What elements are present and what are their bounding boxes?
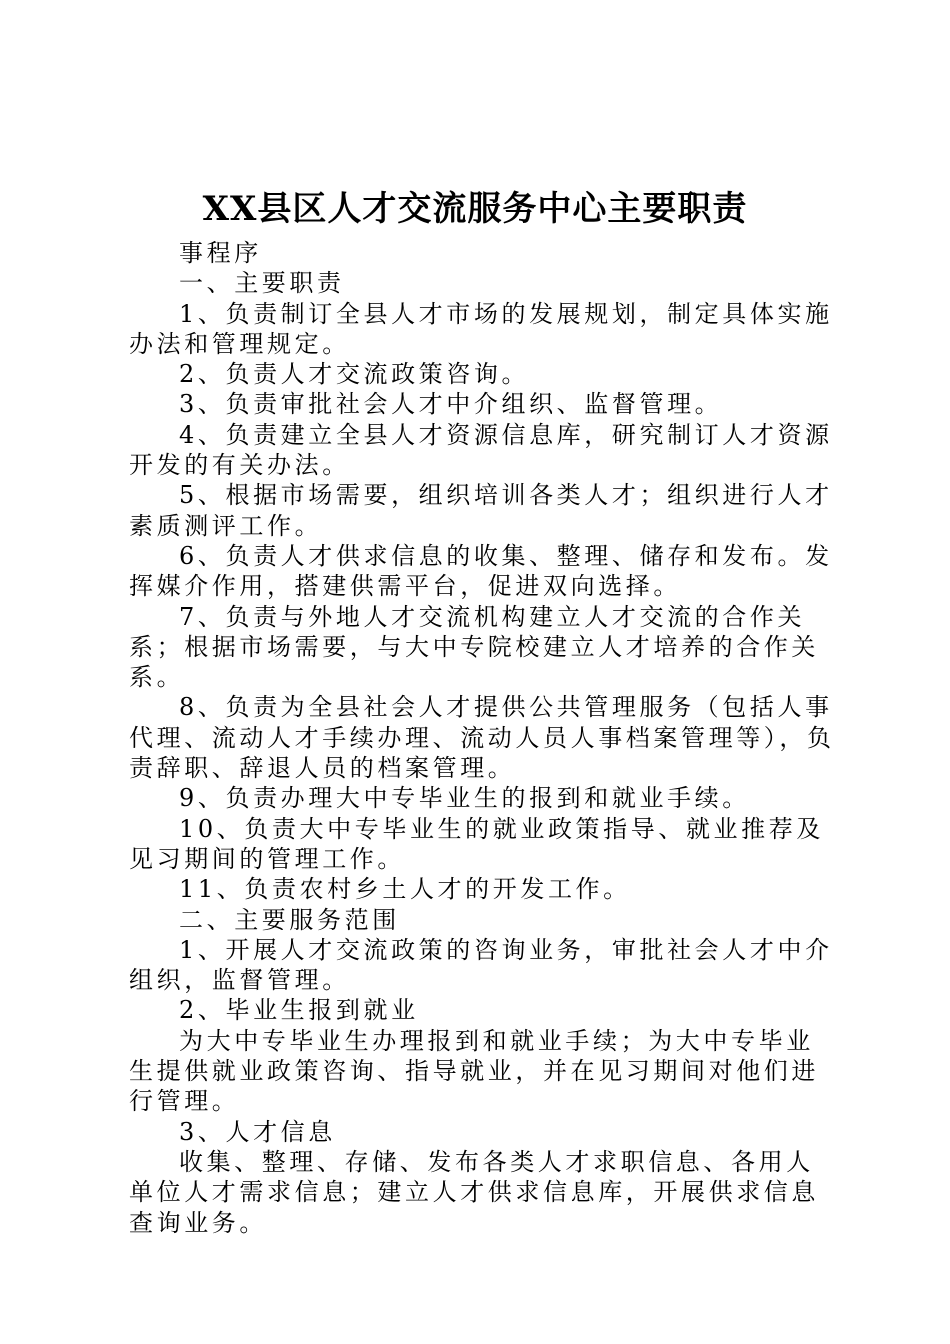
service-item-2-text: 为大中专毕业生办理报到和就业手续；为大中专毕业生提供就业政策咨询、指导就业，并在见习期间对他们进行管理。 (129, 1026, 819, 1116)
duty-item-7: 7、负责与外地人才交流机构建立人才交流的合作关系；根据市场需要，与大中专院校建立人才培养的合作关系。 (129, 602, 819, 692)
duty-item-3: 3、负责审批社会人才中介组织、监督管理。 (179, 390, 723, 419)
section-heading-main-duties: 一、主要职责 (179, 269, 345, 298)
duty-item-6: 6、负责人才供求信息的收集、整理、储存和发布。发挥媒介作用，搭建供需平台，促进双向选择。 (129, 541, 833, 601)
service-item-3-text: 收集、整理、存储、发布各类人才求职信息、各用人单位人才需求信息；建立人才供求信息库，开展供求信息查询业务。 (129, 1147, 819, 1237)
duty-item-11: 11、负责农村乡土人才的开发工作。 (179, 875, 631, 904)
duty-item-1: 1、负责制订全县人才市场的发展规划，制定具体实施办法和管理规定。 (129, 299, 833, 358)
duty-item-8: 8、负责为全县社会人才提供公共管理服务（包括人事代理、流动人才手续办理、流动人员人事档案管理等），负责辞职、辞退人员的档案管理。 (129, 693, 835, 783)
duty-item-9: 9、负责办理大中专毕业生的报到和就业手续。 (179, 784, 750, 813)
paragraph-intro: 事程序 (179, 239, 262, 267)
section-heading-service-scope: 二、主要服务范围 (179, 905, 400, 934)
document-title: XX县区人才交流服务中心主要职责 (202, 189, 748, 229)
duty-item-5: 5、根据市场需要，组织培训各类人才；组织进行人才素质测评工作。 (129, 481, 833, 540)
service-item-1: 1、开展人才交流政策的咨询业务，审批社会人才中介组织，监督管理。 (129, 935, 833, 995)
service-item-2-heading: 2、毕业生报到就业 (179, 996, 419, 1025)
service-item-3-heading: 3、人才信息 (179, 1117, 336, 1146)
document-body (129, 238, 839, 1238)
duty-item-4: 4、负责建立全县人才资源信息库，研究制订人才资源开发的有关办法。 (129, 420, 833, 480)
duty-item-2: 2、负责人才交流政策咨询。 (179, 360, 530, 389)
duty-item-10: 10、负责大中专毕业生的就业政策指导、就业推荐及见习期间的管理工作。 (129, 814, 824, 873)
